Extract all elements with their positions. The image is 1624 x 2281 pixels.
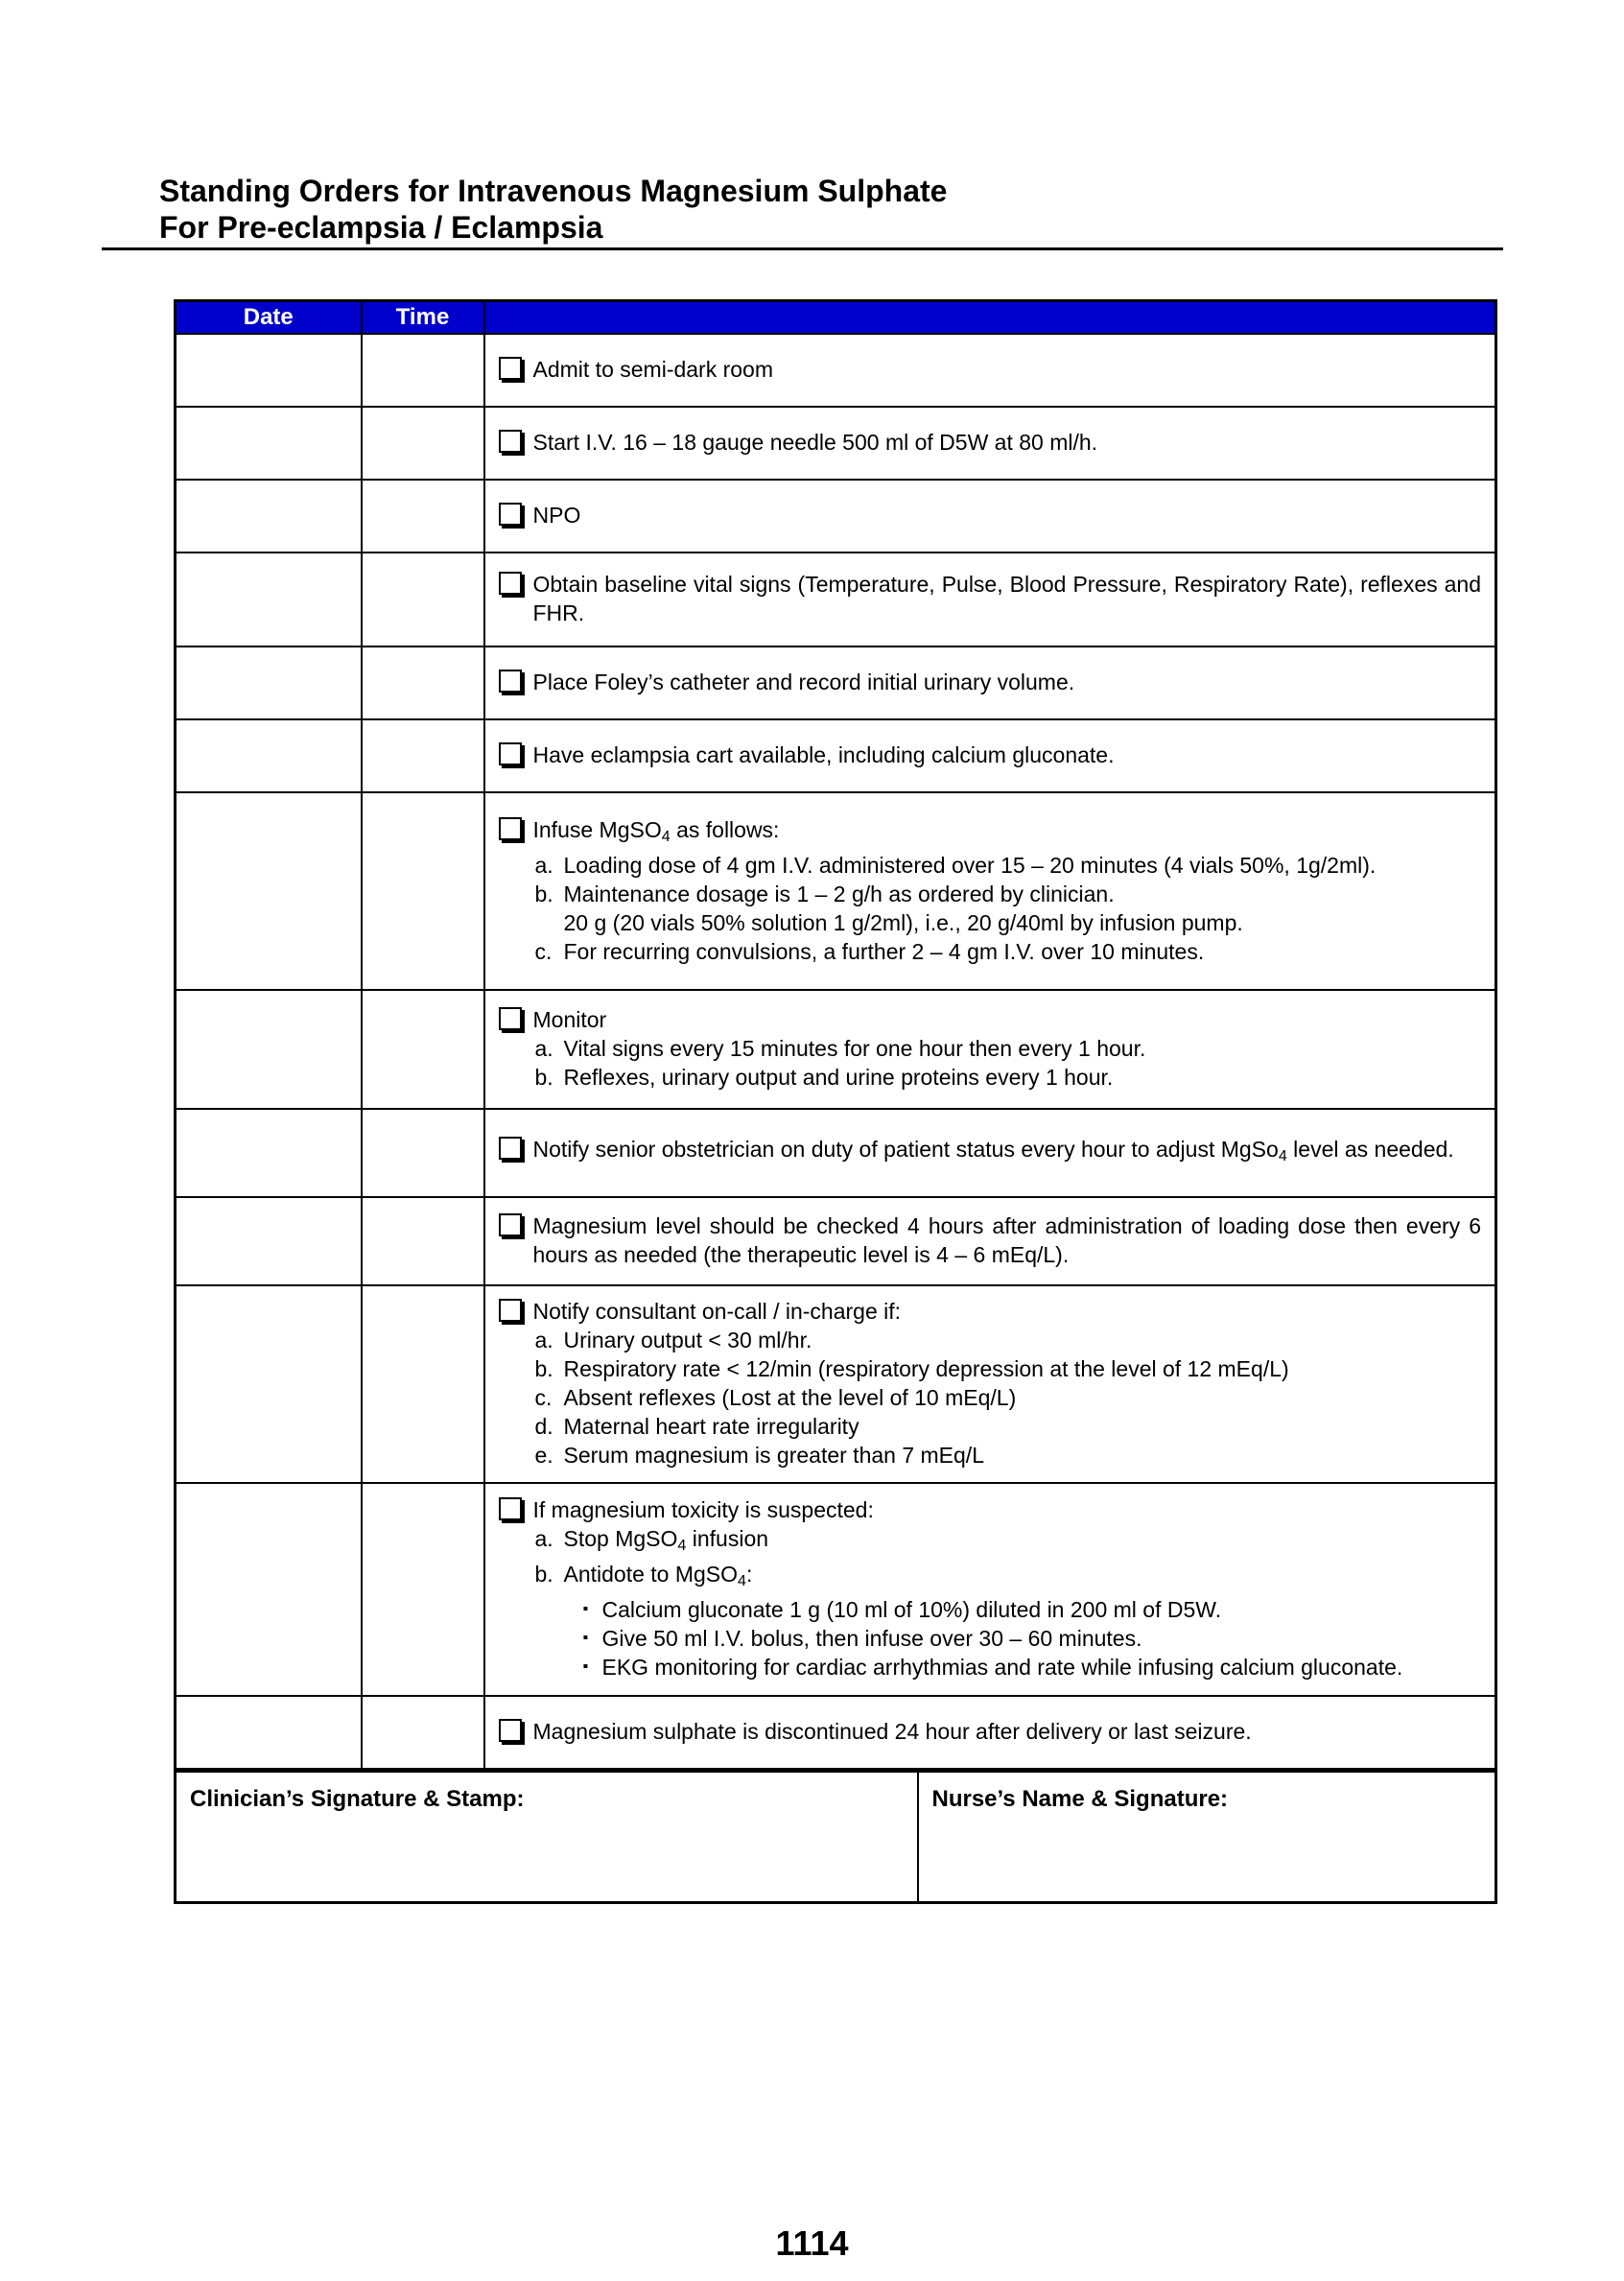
order-row (176, 647, 1496, 719)
page-number: 1114 (775, 2223, 849, 2263)
list-item (535, 851, 1482, 880)
item-text: Absent reflexes (Lost at the level of 10 mEq/L) (563, 1385, 1017, 1410)
item-text: Antidote to MgSO$_4$: (563, 1562, 753, 1589)
order-text: Monitor (532, 1007, 607, 1032)
checkbox-icon[interactable] (499, 670, 522, 693)
order-text: Place Foley’s catheter and record initial urinary volume. (532, 670, 1075, 694)
time-cell[interactable] (362, 990, 484, 1109)
order-row (176, 480, 1496, 553)
order-row (176, 1109, 1496, 1197)
bullet-list (499, 1595, 1482, 1681)
item-text: Maintenance dosage is 1 – 2 g/h as ordered by clinician. (563, 881, 1115, 906)
item-text: For recurring convulsions, a further 2 – 4 gm I.V. over 10 minutes. (563, 938, 1205, 964)
order-cell (484, 990, 1496, 1109)
list-item-continuation: 20 g (20 vials 50% solution 1 g/2ml), i.e., 20 g/40ml by infusion pump. (563, 909, 1243, 935)
list-item (535, 1326, 1482, 1354)
checkbox-icon[interactable] (499, 742, 522, 765)
clinician-signature-field[interactable]: Clinician’s Signature & Stamp: (176, 1772, 918, 1903)
date-cell[interactable] (176, 1109, 362, 1197)
order-row (176, 334, 1496, 407)
bullet-item (583, 1595, 1482, 1624)
checkbox-icon[interactable] (499, 1007, 522, 1030)
checkbox-icon[interactable] (499, 1299, 522, 1322)
list-item (535, 1063, 1482, 1092)
order-row (176, 792, 1496, 990)
date-cell[interactable] (176, 407, 362, 480)
checkbox-icon[interactable] (499, 430, 522, 453)
item-letter: c. (534, 938, 553, 964)
order-cell (484, 1109, 1496, 1197)
time-cell[interactable] (362, 1285, 484, 1483)
checkbox-icon[interactable] (499, 357, 522, 380)
order-row (176, 1197, 1496, 1285)
order-row (176, 1285, 1496, 1483)
nurse-signature-field[interactable]: Nurse’s Name & Signature: (918, 1772, 1496, 1903)
order-text: Obtain baseline vital signs (Temperature, Pulse, Blood Pressure, Respiratory Rate), reflexes and FHR. (532, 572, 1481, 625)
order-text: If magnesium toxicity is suspected: (532, 1497, 874, 1522)
order-cell (484, 647, 1496, 719)
bullet-square-icon: ▪ (582, 1658, 589, 1675)
title-divider (102, 247, 1503, 250)
title-line-2: For Pre-eclampsia / Eclampsia (159, 210, 603, 245)
date-cell[interactable] (176, 1696, 362, 1769)
date-cell[interactable] (176, 1285, 362, 1483)
order-cell (484, 407, 1496, 480)
checkbox-icon[interactable] (499, 817, 522, 840)
time-cell[interactable] (362, 719, 484, 792)
item-letter: e. (534, 1443, 553, 1468)
time-cell[interactable] (362, 480, 484, 553)
order-text: Have eclampsia cart available, including calcium gluconate. (532, 742, 1115, 767)
order-row (176, 719, 1496, 792)
time-cell[interactable] (362, 1696, 484, 1769)
date-cell[interactable] (176, 480, 362, 553)
order-text: NPO (532, 503, 581, 528)
order-cell (484, 1197, 1496, 1285)
item-letter: a. (534, 1328, 553, 1352)
list-item (535, 1412, 1482, 1441)
order-cell (484, 1285, 1496, 1483)
order-text: Magnesium sulphate is discontinued 24 hour after delivery or last seizure. (532, 1718, 1252, 1744)
list-item (535, 1354, 1482, 1383)
date-cell[interactable] (176, 792, 362, 990)
time-cell[interactable] (362, 334, 484, 407)
time-column-header: Time (362, 301, 484, 335)
bullet-text: Give 50 ml I.V. bolus, then infuse over 30 – 60 minutes. (601, 1626, 1142, 1651)
date-cell[interactable] (176, 1197, 362, 1285)
item-letter: b. (534, 1065, 553, 1090)
checkbox-icon[interactable] (499, 572, 522, 595)
standing-orders-table (174, 299, 1497, 1771)
time-cell[interactable] (362, 1109, 484, 1197)
order-text: Start I.V. 16 – 18 gauge needle 500 ml of D5W at 80 ml/h. (532, 430, 1098, 455)
item-letter: c. (534, 1385, 553, 1410)
item-letter: b. (534, 881, 553, 906)
title-line-1: Standing Orders for Intravenous Magnesium Sulphate (159, 174, 948, 208)
order-cell (484, 480, 1496, 553)
date-cell[interactable] (176, 334, 362, 407)
order-row (176, 1696, 1496, 1769)
time-cell[interactable] (362, 647, 484, 719)
list-item (535, 1034, 1482, 1063)
item-letter: b. (534, 1356, 553, 1381)
order-cell (484, 1483, 1496, 1696)
date-cell[interactable] (176, 719, 362, 792)
bullet-item (583, 1624, 1482, 1653)
item-letter: a. (534, 1526, 553, 1551)
order-text: Infuse MgSO$_4$ as follows: (532, 816, 780, 845)
item-text: Reflexes, urinary output and urine proteins every 1 hour. (563, 1065, 1114, 1090)
date-cell[interactable] (176, 990, 362, 1109)
sub-list (499, 1524, 1482, 1595)
order-text: Notify consultant on-call / in-charge if: (532, 1299, 902, 1324)
item-letter: b. (534, 1562, 553, 1587)
bullet-item (583, 1653, 1482, 1681)
order-text: Admit to semi-dark room (532, 357, 774, 382)
order-text: Notify senior obstetrician on duty of patient status every hour to adjust MgSo$_4$ level as needed. (532, 1136, 1454, 1164)
time-cell[interactable] (362, 553, 484, 647)
order-text: Magnesium level should be checked 4 hours after administration of loading dose then every 6 hours as needed (the therapeutic level is 4 – 6 mEq/L). (532, 1213, 1481, 1267)
order-row (176, 990, 1496, 1109)
bullet-square-icon: ▪ (582, 1630, 589, 1646)
time-cell[interactable] (362, 1197, 484, 1285)
time-cell[interactable] (362, 792, 484, 990)
list-item (535, 1560, 1482, 1595)
signature-table (174, 1771, 1497, 1904)
order-row (176, 407, 1496, 480)
order-cell (484, 719, 1496, 792)
item-text: Urinary output < 30 ml/hr. (563, 1328, 812, 1352)
order-cell (484, 792, 1496, 990)
sub-list (499, 1034, 1482, 1092)
checkbox-icon[interactable] (499, 1137, 522, 1160)
bullet-square-icon: ▪ (582, 1601, 589, 1617)
order-row (176, 553, 1496, 647)
list-item (535, 880, 1482, 908)
order-row (176, 1483, 1496, 1696)
item-text: Maternal heart rate irregularity (563, 1414, 859, 1439)
time-cell[interactable] (362, 407, 484, 480)
item-letter: a. (534, 852, 553, 878)
bullet-text: EKG monitoring for cardiac arrhythmias and rate while infusing calcium gluconate. (601, 1655, 1403, 1680)
order-cell (484, 1696, 1496, 1769)
item-letter: d. (534, 1414, 553, 1439)
sub-list (499, 1326, 1482, 1470)
order-cell (484, 334, 1496, 407)
list-item (535, 937, 1482, 966)
item-letter: a. (534, 1036, 553, 1061)
checkbox-icon[interactable] (499, 1497, 522, 1520)
checkbox-icon[interactable] (499, 1719, 522, 1742)
list-item (535, 1441, 1482, 1470)
sub-list (499, 851, 1482, 966)
time-cell[interactable] (362, 1483, 484, 1696)
item-text: Loading dose of 4 gm I.V. administered over 15 – 20 minutes (4 vials 50%, 1g/2ml). (563, 852, 1377, 878)
date-cell[interactable] (176, 553, 362, 647)
list-item (535, 1524, 1482, 1560)
date-column-header: Date (176, 301, 362, 335)
bullet-text: Calcium gluconate 1 g (10 ml of 10%) diluted in 200 ml of D5W. (601, 1597, 1222, 1622)
page-title (159, 173, 1502, 246)
date-cell[interactable] (176, 647, 362, 719)
date-cell[interactable] (176, 1483, 362, 1696)
item-text: Stop MgSO$_4$ infusion (563, 1526, 769, 1554)
item-text: Vital signs every 15 minutes for one hour then every 1 hour. (563, 1036, 1146, 1061)
item-text: Respiratory rate < 12/min (respiratory depression at the level of 12 mEq/L) (563, 1356, 1289, 1381)
item-text: Serum magnesium is greater than 7 mEq/L (563, 1443, 984, 1468)
checkbox-icon[interactable] (499, 1213, 522, 1236)
order-cell (484, 553, 1496, 647)
list-item (535, 1383, 1482, 1412)
checkbox-icon[interactable] (499, 503, 522, 526)
order-column-header (484, 301, 1496, 335)
